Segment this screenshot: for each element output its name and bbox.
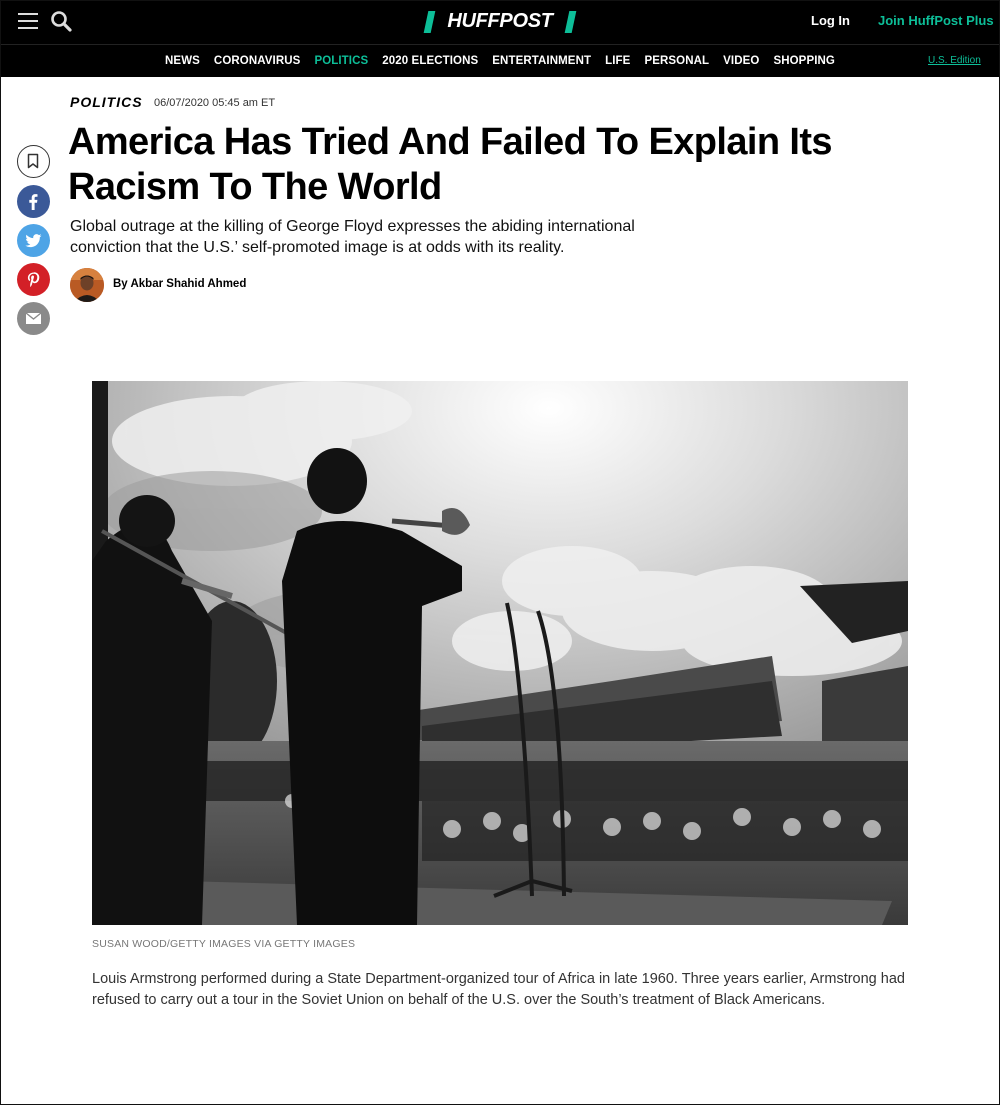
- publish-date: 06/07/2020 05:45 am ET: [154, 97, 276, 109]
- logo-left-bar: [424, 11, 436, 33]
- section-kicker[interactable]: POLITICS: [70, 94, 143, 110]
- headline: America Has Tried And Failed To Explain Its Racism To The World: [68, 121, 832, 208]
- facebook-icon[interactable]: [17, 185, 50, 218]
- nav-item-personal[interactable]: PERSONAL: [644, 55, 710, 67]
- login-link[interactable]: Log In: [811, 13, 850, 28]
- nav-item-life[interactable]: LIFE: [605, 55, 631, 67]
- pinterest-icon[interactable]: [17, 263, 50, 296]
- nav-item-entertainment[interactable]: ENTERTAINMENT: [492, 55, 592, 67]
- photo-caption: Louis Armstrong performed during a State Department-organized tour of Africa in late 1960. Three years earlier, Armstrong had refused to carry out a tour in the Soviet Union on behalf of the U.S. over the South’s treatment of Black Americans.: [92, 971, 905, 1008]
- nav-item-2020-elections[interactable]: 2020 ELECTIONS: [382, 55, 479, 67]
- author-avatar[interactable]: [70, 268, 104, 302]
- author-name-link[interactable]: Akbar Shahid Ahmed: [130, 278, 247, 290]
- twitter-icon[interactable]: [17, 224, 50, 257]
- join-huffpost-plus-link[interactable]: Join HuffPost Plus: [878, 13, 994, 28]
- article-dek: Global outrage at the killing of George Floyd expresses the abiding international conviction that the U.S.’ self-promoted image is at odds with its reality.: [70, 218, 635, 256]
- search-icon[interactable]: [50, 10, 72, 32]
- email-icon[interactable]: [17, 302, 50, 335]
- top-header: [0, 0, 1000, 44]
- nav-item-video[interactable]: VIDEO: [723, 55, 760, 67]
- edition-selector[interactable]: U.S. Edition: [928, 55, 981, 66]
- logo-right-bar: [565, 11, 577, 33]
- nav-item-politics[interactable]: POLITICS: [314, 55, 369, 67]
- bookmark-icon[interactable]: [17, 145, 50, 178]
- nav-item-shopping[interactable]: SHOPPING: [773, 55, 835, 67]
- nav-item-coronavirus[interactable]: CORONAVIRUS: [213, 55, 301, 67]
- byline-prefix: By: [113, 278, 128, 290]
- nav-item-news[interactable]: NEWS: [165, 55, 200, 67]
- photo-credit: SUSAN WOOD/GETTY IMAGES VIA GETTY IMAGES: [92, 938, 356, 950]
- hamburger-menu-icon[interactable]: [18, 13, 38, 29]
- section-nav: [0, 44, 1000, 77]
- logo-text: HUFFPOST: [447, 10, 553, 32]
- huffpost-logo[interactable]: [426, 11, 574, 33]
- lead-photo: [92, 381, 908, 925]
- byline: [113, 278, 246, 290]
- nav-items: [0, 45, 1000, 78]
